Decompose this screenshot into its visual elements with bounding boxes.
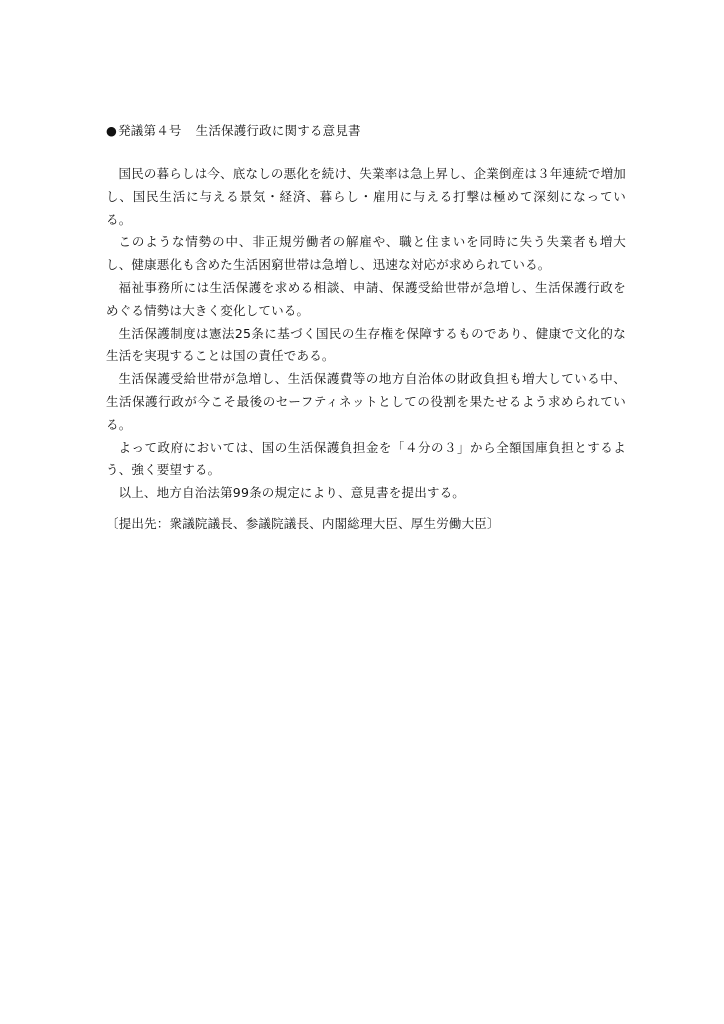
paragraph-3: 福祉事務所には生活保護を求める相談、申請、保護受給世帯が急増し、生活保護行政をめぐる情勢は大きく変化している。 bbox=[106, 279, 626, 318]
paragraph-1: 国民の暮らしは今、底なしの悪化を続け、失業率は急上昇し、企業倒産は３年連続で増加し、国民生活に与える景気・経済、暮らし・雇用に与える打撃は極めて深刻になっている。 bbox=[106, 166, 627, 227]
paragraph-7: 以上、地方自治法第99条の規定により、意見書を提出する。 bbox=[118, 485, 466, 501]
document-title bbox=[106, 123, 361, 139]
title-bullet: ● bbox=[106, 123, 118, 138]
recipients-line: 〔提出先：衆議院議長、参議院議長、内閣総理大臣、厚生労働大臣〕 bbox=[106, 516, 500, 531]
paragraph-6: よって政府においては、国の生活保護負担金を「４分の３」から全額国庫負担とするよう、強く要望する。 bbox=[106, 439, 626, 478]
document-body bbox=[106, 163, 626, 505]
paragraph-5: 生活保護受給世帯が急増し、生活保護費等の地方自治体の財政負担も増大している中、生活保護行政が今こそ最後のセーフティネットとしての役割を果たせるよう求められている。 bbox=[106, 371, 626, 432]
paragraph-4: 生活保護制度は憲法25条に基づく国民の生存権を保障するものであり、健康で文化的な生活を実現することは国の責任である。 bbox=[106, 325, 626, 364]
title-number: 発議第４号 bbox=[118, 123, 182, 138]
title-text: 生活保護行政に関する意見書 bbox=[195, 123, 361, 138]
paragraph-2: このような情勢の中、非正規労働者の解雇や、職と住まいを同時に失う失業者も増大し、健康悪化も含めた生活困窮世帯は急増し、迅速な対応が求められている。 bbox=[106, 234, 626, 273]
